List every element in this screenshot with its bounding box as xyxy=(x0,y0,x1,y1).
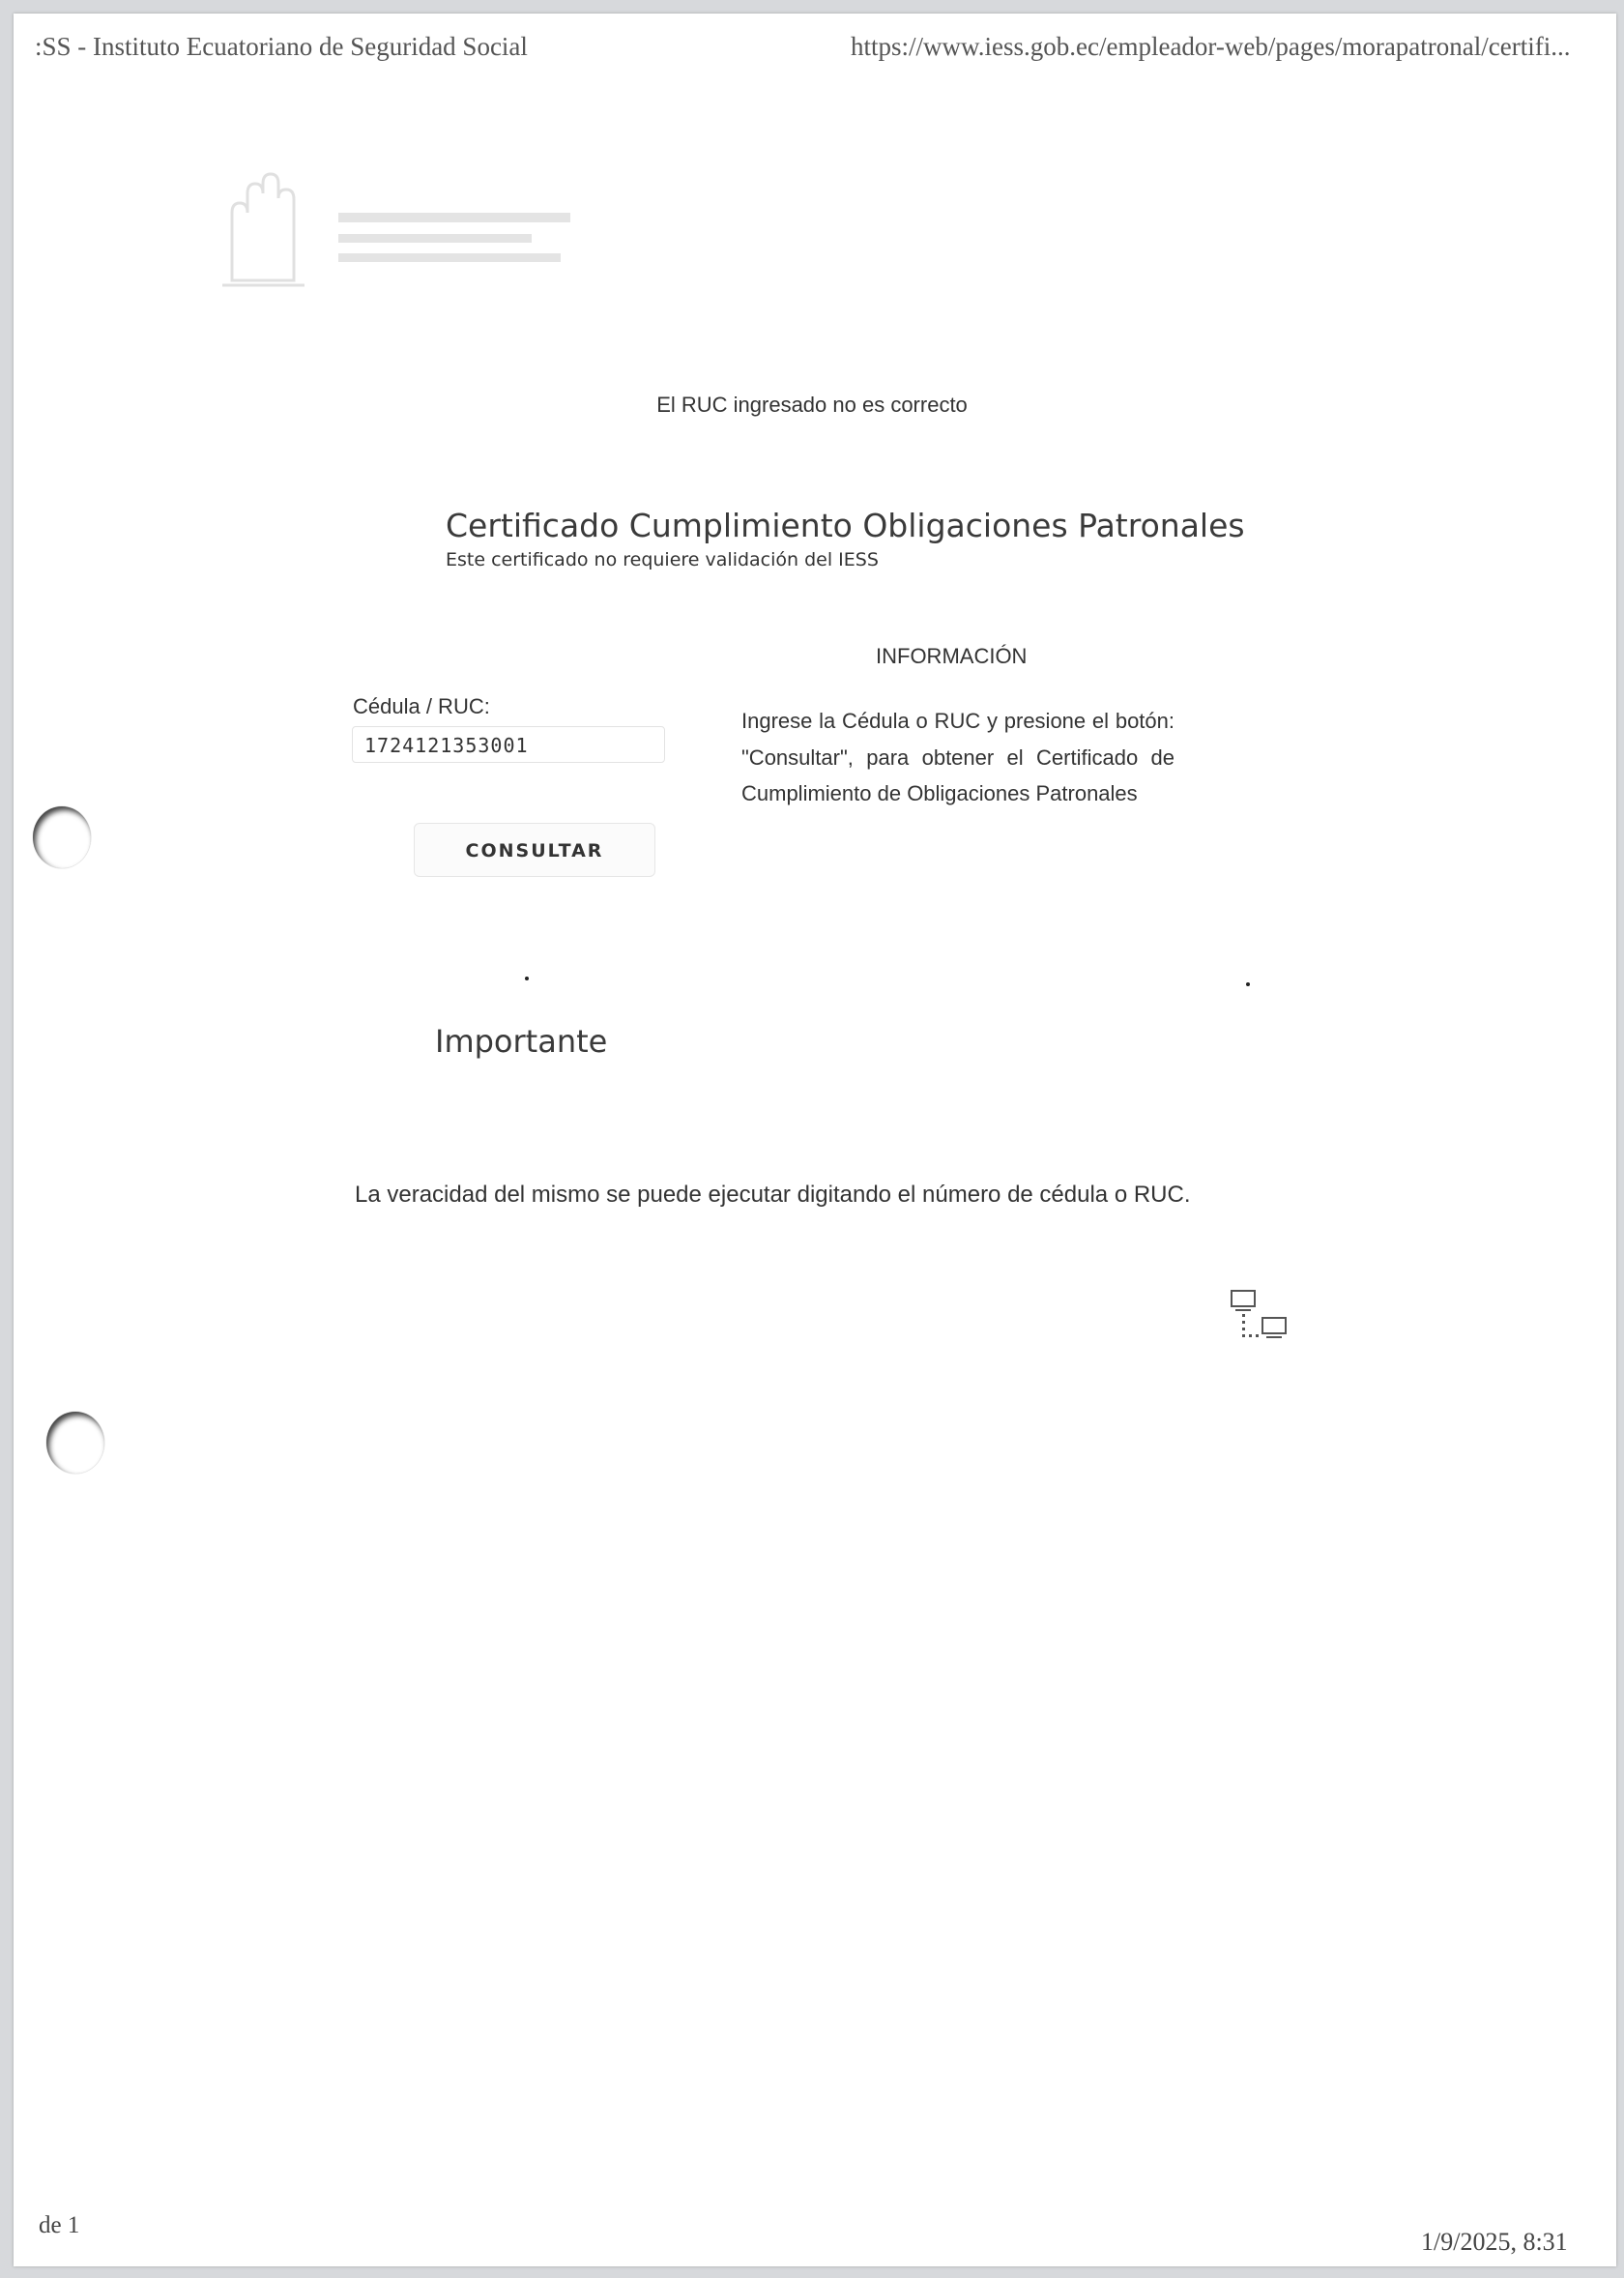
print-datetime: 1/9/2025, 8:31 xyxy=(1421,2228,1568,2256)
site-title: :SS - Instituto Ecuatoriano de Seguridad Social xyxy=(35,32,528,61)
error-message: El RUC ingresado no es correcto xyxy=(656,393,968,417)
punch-hole xyxy=(33,806,91,868)
consultar-button[interactable]: CONSULTAR xyxy=(414,823,655,877)
print-page-count: de 1 xyxy=(39,2212,80,2238)
page-title: Certificado Cumplimiento Obligaciones Patronales xyxy=(446,507,1245,544)
important-text: La veracidad del mismo se puede ejecutar digitando el número de cédula o RUC. xyxy=(355,1182,1191,1208)
stray-dot xyxy=(525,977,529,980)
page-subtitle: Este certificado no requiere validación del IESS xyxy=(446,549,879,570)
important-heading: Importante xyxy=(435,1023,608,1060)
information-text: Ingrese la Cédula o RUC y presione el botón: "Consultar", para obtener el Certificado de Cumplimiento de Obligaciones Patronales xyxy=(741,709,1174,805)
page-url[interactable]: https://www.iess.gob.ec/empleador-web/pages/morapatronal/certifi... xyxy=(851,32,1571,61)
iess-hand-logo-icon xyxy=(213,155,590,300)
printed-page xyxy=(14,14,1616,2266)
information-heading: INFORMACIÓN xyxy=(876,644,1028,668)
cedula-ruc-label: Cédula / RUC: xyxy=(353,694,490,718)
punch-hole xyxy=(46,1412,104,1474)
cedula-ruc-input[interactable]: 1724121353001 xyxy=(352,726,665,763)
network-computers-icon xyxy=(1226,1287,1293,1355)
stray-dot xyxy=(1246,982,1250,986)
